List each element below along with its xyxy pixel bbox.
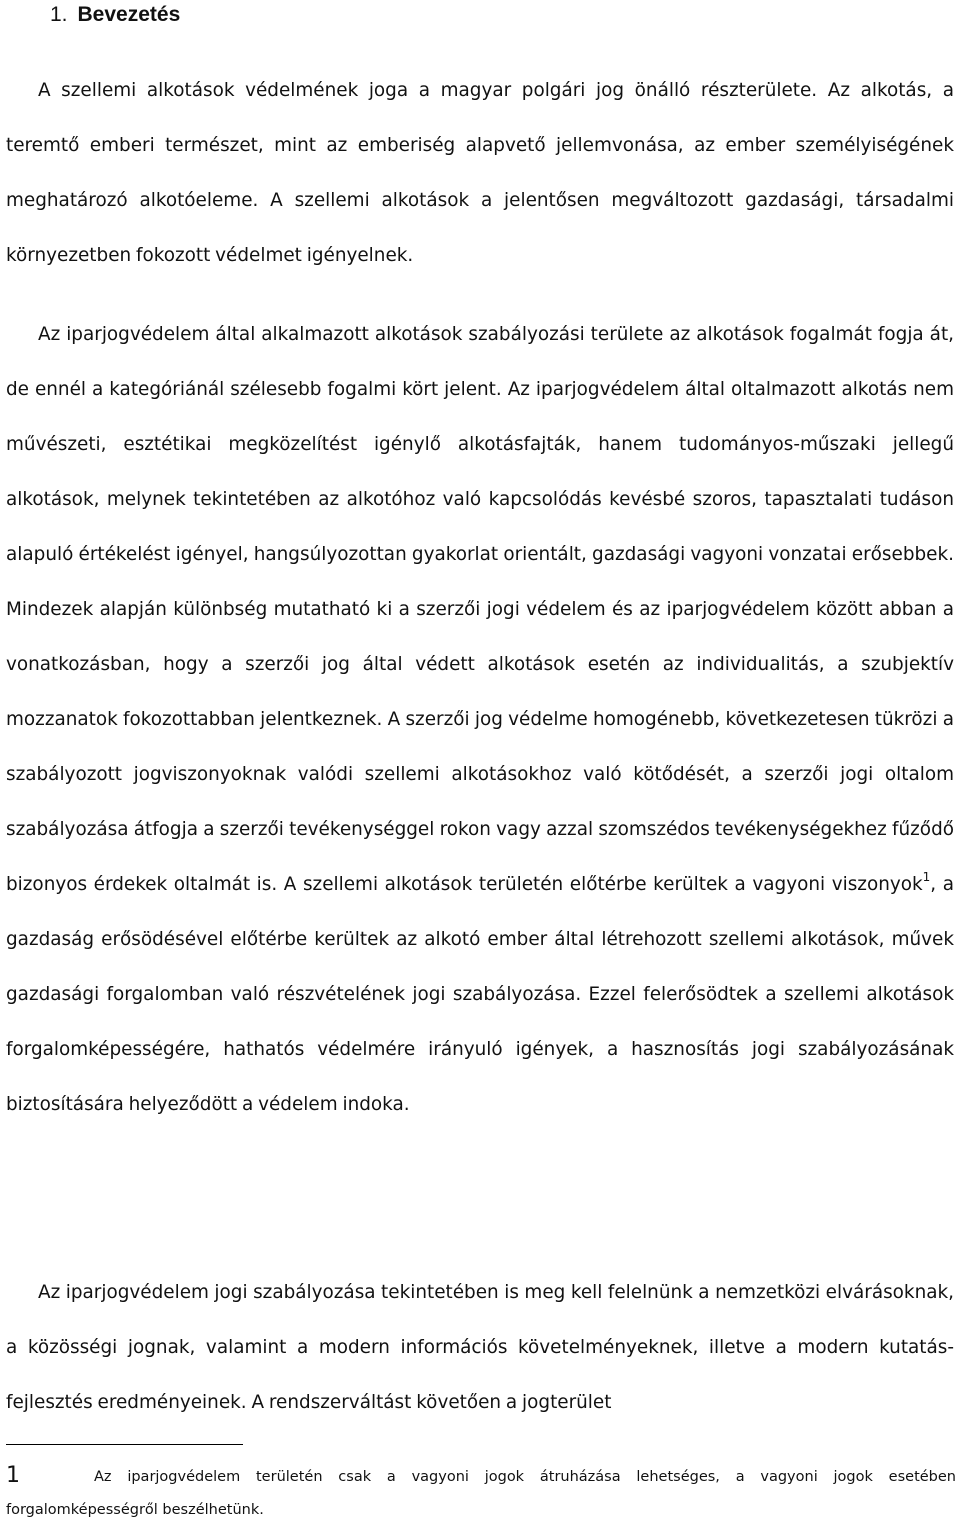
section-title: Bevezetés xyxy=(77,3,181,26)
paragraph-3-text: Az iparjogvédelem jogi szabályozása tekintetében is meg kell felelnünk a nemzetközi elvárásoknak, a közösségi jognak, valamint a modern információs követelményeknek, illetve a modern kutatás-fejlesztés eredményeinek. A rendszerváltást követően a jogterület xyxy=(6,1282,954,1413)
paragraph-2-text-before-ref: Az iparjogvédelem által alkalmazott alkotások szabályozási területe az alkotások fogalmát fogja át, de ennél a kategóriánál szélesebb fogalmi kört jelent. Az iparjogvédelem által oltalmazott alkotás nem művészeti, esztétikai megközelítést igénylő alkotásfajták, hanem tudományos-műszaki jellegű alkotások, melynek tekintetében az alkotóhoz való kapcsolódás kevésbé szoros, tapasztalati tudáson alapuló értékelést igényel, hangsúlyozottan gyakorlat orientált, gazdasági vagyoni vonzatai erősebbek. Mindezek alapján különbség mutatható ki a szerzői jogi védelem és az iparjogvédelem között abban a vonatkozásban, hogy a szerzői jog által védett alkotások esetén az individualitás, a szubjektív mozzanatok fokozottabban jelentkeznek. A szerzői jog védelme homogénebb, következetesen tükrözi a szabályozott jogviszonyoknak valódi szellemi alkotásokhoz való kötődését, a szerzői jogi oltalom szabályozása átfogja a szerzői tevékenységgel rokon vagy azzal szomszédos tevékenységekhez fűződő bizonyos érdekek oltalmát is. A szellemi alkotások területén előtérbe kerültek a vagyoni viszonyok xyxy=(6,324,954,895)
footnote xyxy=(6,1459,956,1527)
paragraph-2-text-after-ref: , a gazdaság erősödésével előtérbe kerültek az alkotó ember által létrehozott szellemi alkotások, művek gazdasági forgalomban való részvételének jogi szabályozása. Ezzel felerősödtek a szellemi alkotások forgalomképességére, hathatós védelmére irányuló igények, a hasznosítás jogi szabályozásának biztosítására helyeződött a védelem indoka. xyxy=(6,874,954,1115)
footnote-separator xyxy=(6,1444,243,1445)
paragraph-1 xyxy=(6,63,954,283)
section-number: 1. xyxy=(50,3,68,26)
paragraph-3 xyxy=(6,1265,954,1430)
section-heading xyxy=(50,0,180,30)
footnote-reference[interactable]: 1 xyxy=(922,870,931,884)
footnote-number: 1 xyxy=(6,1463,20,1488)
footnote-text: Az iparjogvédelem területén csak a vagyoni jogok átruházása lehetséges, a vagyoni jogok esetében forgalomképességről beszélhetünk. xyxy=(6,1469,956,1518)
paragraph-2 xyxy=(6,307,954,1132)
paragraph-1-text: A szellemi alkotások védelmének joga a magyar polgári jog önálló részterülete. Az alkotás, a teremtő emberi természet, mint az emberiség alapvető jellemvonása, az ember személyiségének meghatározó alkotóeleme. A szellemi alkotások a jelentősen megváltozott gazdasági, társadalmi környezetben fokozott védelmet igényelnek. xyxy=(6,80,954,266)
